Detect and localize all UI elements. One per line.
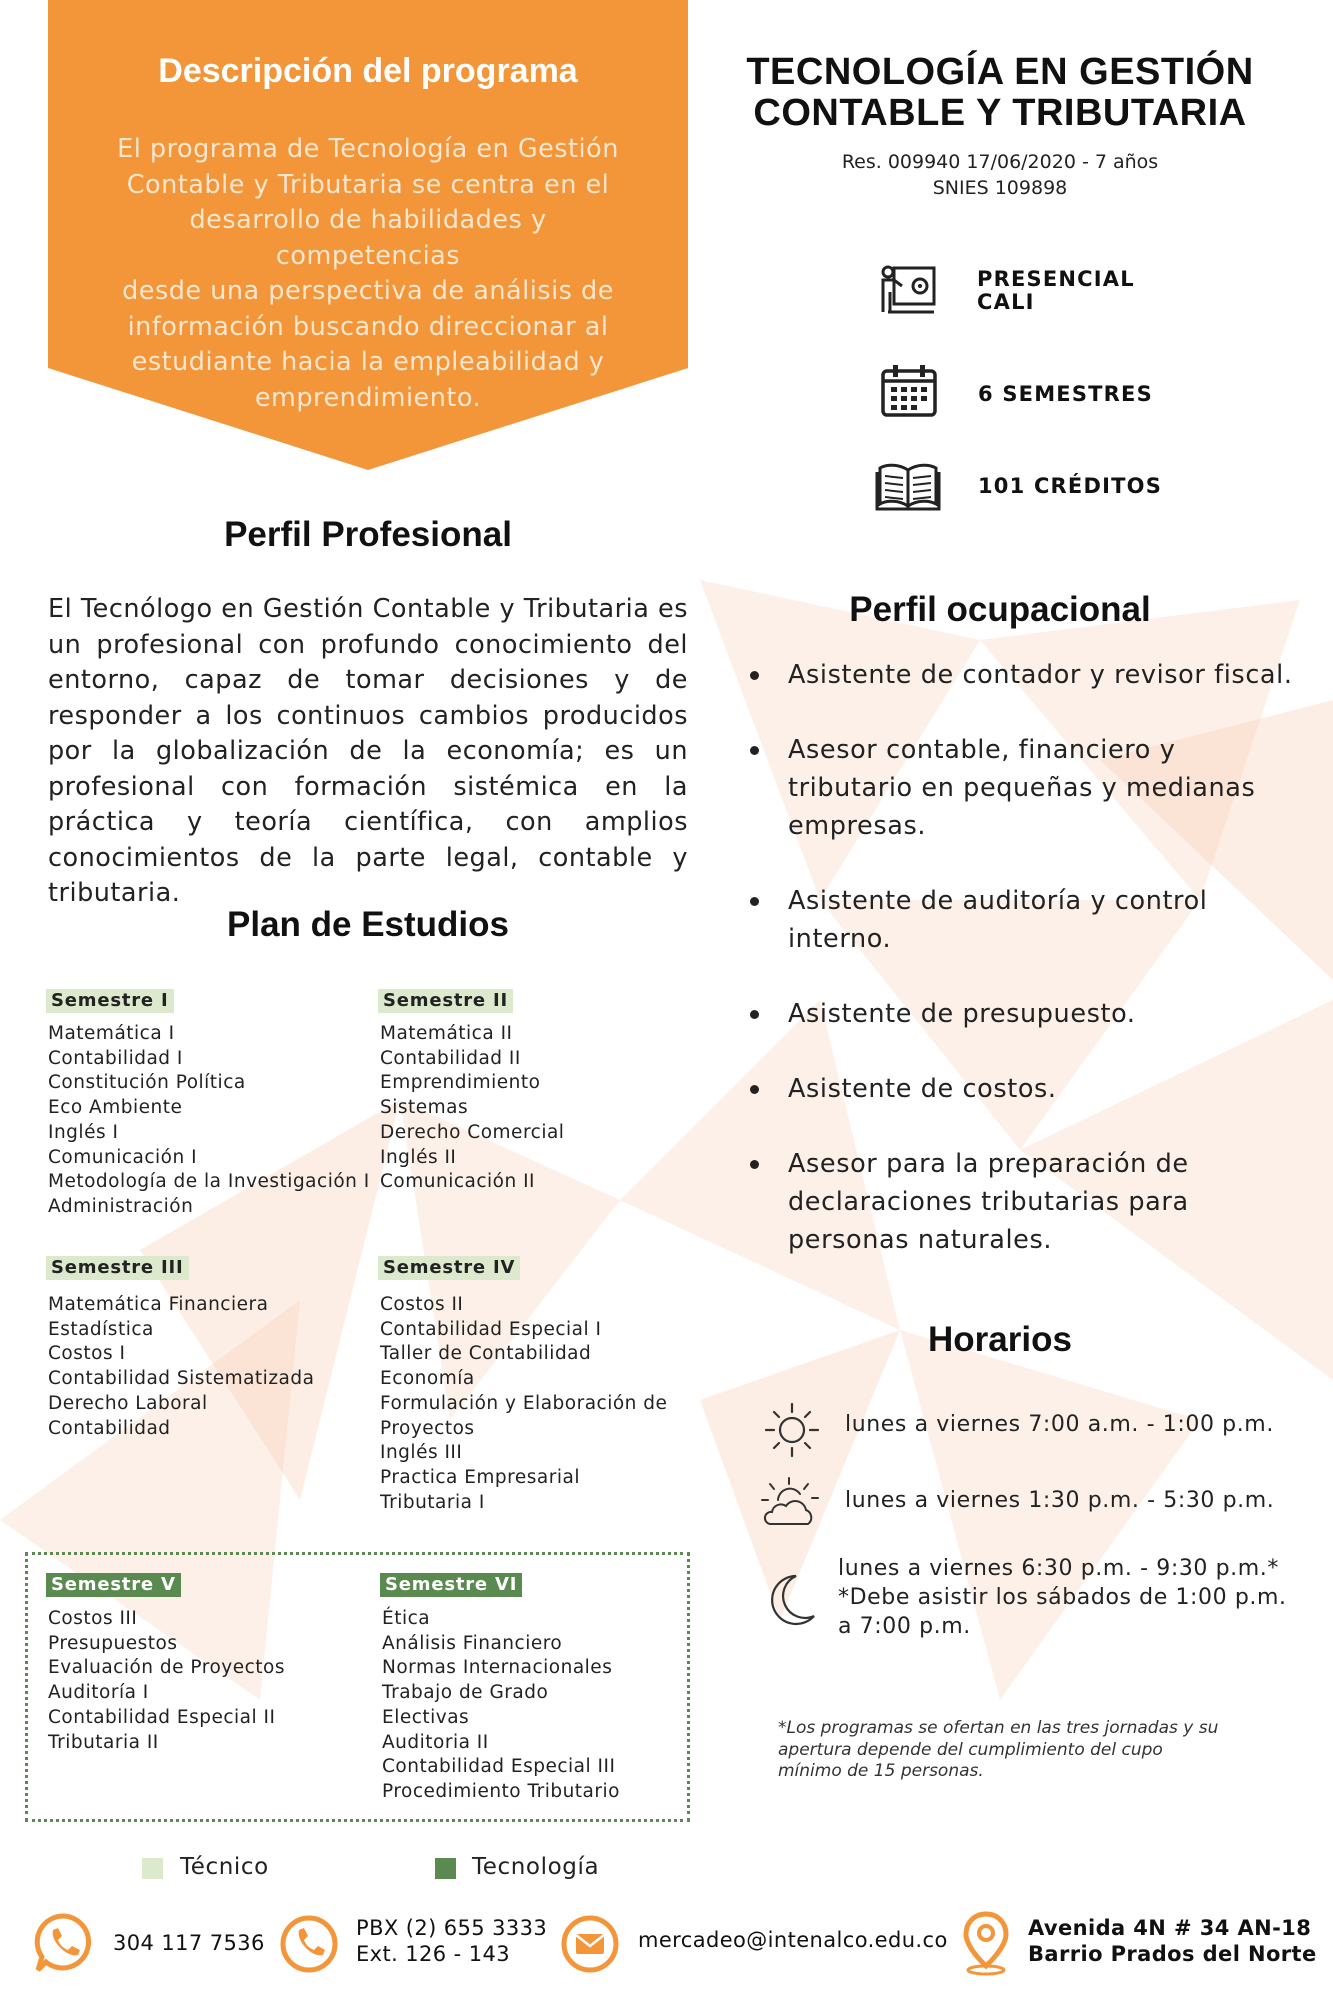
plan-estudios-title: Plan de Estudios [227, 905, 509, 944]
location-pin-icon [958, 1910, 1014, 1976]
perfil-profesional-title: Perfil Profesional [224, 515, 512, 554]
sun-icon [762, 1400, 820, 1458]
course-list: Costos II Contabilidad Especial I Taller de Contabilidad Economía Formulación y Elaboración de Proyectos Inglés III Practica Empresarial Tributaria I [380, 1294, 668, 1513]
calendar-icon [880, 363, 938, 419]
description-title: Descripción del programa [158, 52, 578, 90]
semester-label: Semestre IV [378, 1256, 520, 1280]
list-item: Asistente de auditoría y control interno. [745, 882, 1305, 958]
program-resolution: Res. 009940 17/06/2020 - 7 años SNIES 109898 [841, 151, 1159, 199]
semester-label: Semestre V [46, 1573, 181, 1597]
horarios-title: Horarios [928, 1320, 1072, 1359]
course-list: Matemática Financiera Estadística Costos I Contabilidad Sistematizada Derecho Laboral Contabilidad [48, 1294, 315, 1439]
sun-cloud-icon [756, 1474, 822, 1532]
course-list: Matemática I Contabilidad I Constitución Política Eco Ambiente Inglés I Comunicación I Metodología de la Investigación I Administración [48, 1023, 370, 1217]
semester-block [378, 989, 564, 1195]
program-title: TECNOLOGÍA EN GESTIÓN CONTABLE Y TRIBUTARIA [746, 51, 1254, 134]
semester-label: Semestre II [378, 989, 513, 1013]
description-text: El programa de Tecnología en Gestión Contable y Tributaria se centra en el desarrollo de habilidades y competencias desde una perspectiva de análisis de información buscando direccionar al estudiante hacia la empleabilidad y emprendimiento. [117, 134, 619, 413]
open-book-icon [875, 460, 941, 512]
course-list: Matemática II Contabilidad II Emprendimiento Sistemas Derecho Comercial Inglés II Comunicación II [380, 1023, 565, 1193]
list-item: Asistente de presupuesto. [745, 995, 1305, 1033]
footer-address: Avenida 4N # 34 AN-18 Barrio Prados del Norte [1028, 1916, 1317, 1966]
list-item: Asistente de costos. [745, 1070, 1305, 1108]
credits-text: 101 CRÉDITOS [978, 474, 1163, 498]
perfil-profesional-text: El Tecnólogo en Gestión Contable y Tributaria es un profesional con profundo conocimiento del entorno, capaz de tomar decisiones y de responder a los continuos cambios producidos por la globalización de la economía; es un profesional con formación sistémica en la práctica y teoría científica, con amplios conocimientos de la parte legal, contable y tributaria. [48, 594, 688, 908]
legend-swatch-tecnologia [435, 1858, 456, 1879]
schedule-afternoon: lunes a viernes 1:30 p.m. - 5:30 p.m. [845, 1488, 1275, 1513]
schedule-morning: lunes a viernes 7:00 a.m. - 1:00 p.m. [845, 1412, 1274, 1437]
phone-icon [279, 1914, 339, 1974]
moon-icon [762, 1572, 818, 1628]
semester-block [378, 1256, 667, 1515]
semester-label: Semestre I [46, 989, 174, 1013]
semester-block [46, 1573, 285, 1755]
modality-text: PRESENCIAL CALI [977, 267, 1135, 314]
schedule-note: *Los programas se ofertan en las tres jornadas y su apertura depende del cumplimiento del cupo mínimo de 15 personas. [778, 1718, 1219, 1781]
list-item: Asistente de contador y revisor fiscal. [745, 656, 1305, 694]
whatsapp-icon [33, 1912, 95, 1974]
semester-block [380, 1573, 620, 1805]
semesters-text: 6 SEMESTRES [978, 382, 1153, 406]
semester-label: Semestre VI [380, 1573, 522, 1597]
semester-label: Semestre III [46, 1256, 189, 1280]
perfil-ocupacional-title: Perfil ocupacional [849, 590, 1151, 629]
footer-whatsapp-number[interactable]: 304 117 7536 [113, 1931, 265, 1955]
course-list: Costos III Presupuestos Evaluación de Proyectos Auditoría I Contabilidad Especial II Tributaria II [48, 1608, 285, 1753]
email-icon [560, 1914, 620, 1974]
legend-swatch-tecnico [142, 1858, 163, 1879]
footer-pbx[interactable]: PBX (2) 655 3333 Ext. 126 - 143 [356, 1916, 548, 1966]
semester-block [46, 1256, 314, 1441]
legend-label-tecnico: Técnico [180, 1854, 269, 1880]
list-item: Asesor contable, financiero y tributario en pequeñas y medianas empresas. [745, 731, 1305, 845]
footer-email[interactable]: mercadeo@intenalco.edu.co [638, 1928, 948, 1952]
course-list: Ética Análisis Financiero Normas Internacionales Trabajo de Grado Electivas Auditoria II Contabilidad Especial III Procedimiento Tributario [382, 1608, 620, 1802]
semester-block [46, 989, 370, 1220]
list-item: Asesor para la preparación de declaraciones tributarias para personas naturales. [745, 1145, 1305, 1259]
schedule-night: lunes a viernes 6:30 p.m. - 9:30 p.m.* *Debe asistir los sábados de 1:00 p.m. a 7:00 p.m. [838, 1556, 1287, 1639]
perfil-ocupacional-list [745, 656, 1305, 1296]
presentation-board-icon [880, 262, 938, 318]
legend-label-tecnologia: Tecnología [472, 1854, 600, 1880]
